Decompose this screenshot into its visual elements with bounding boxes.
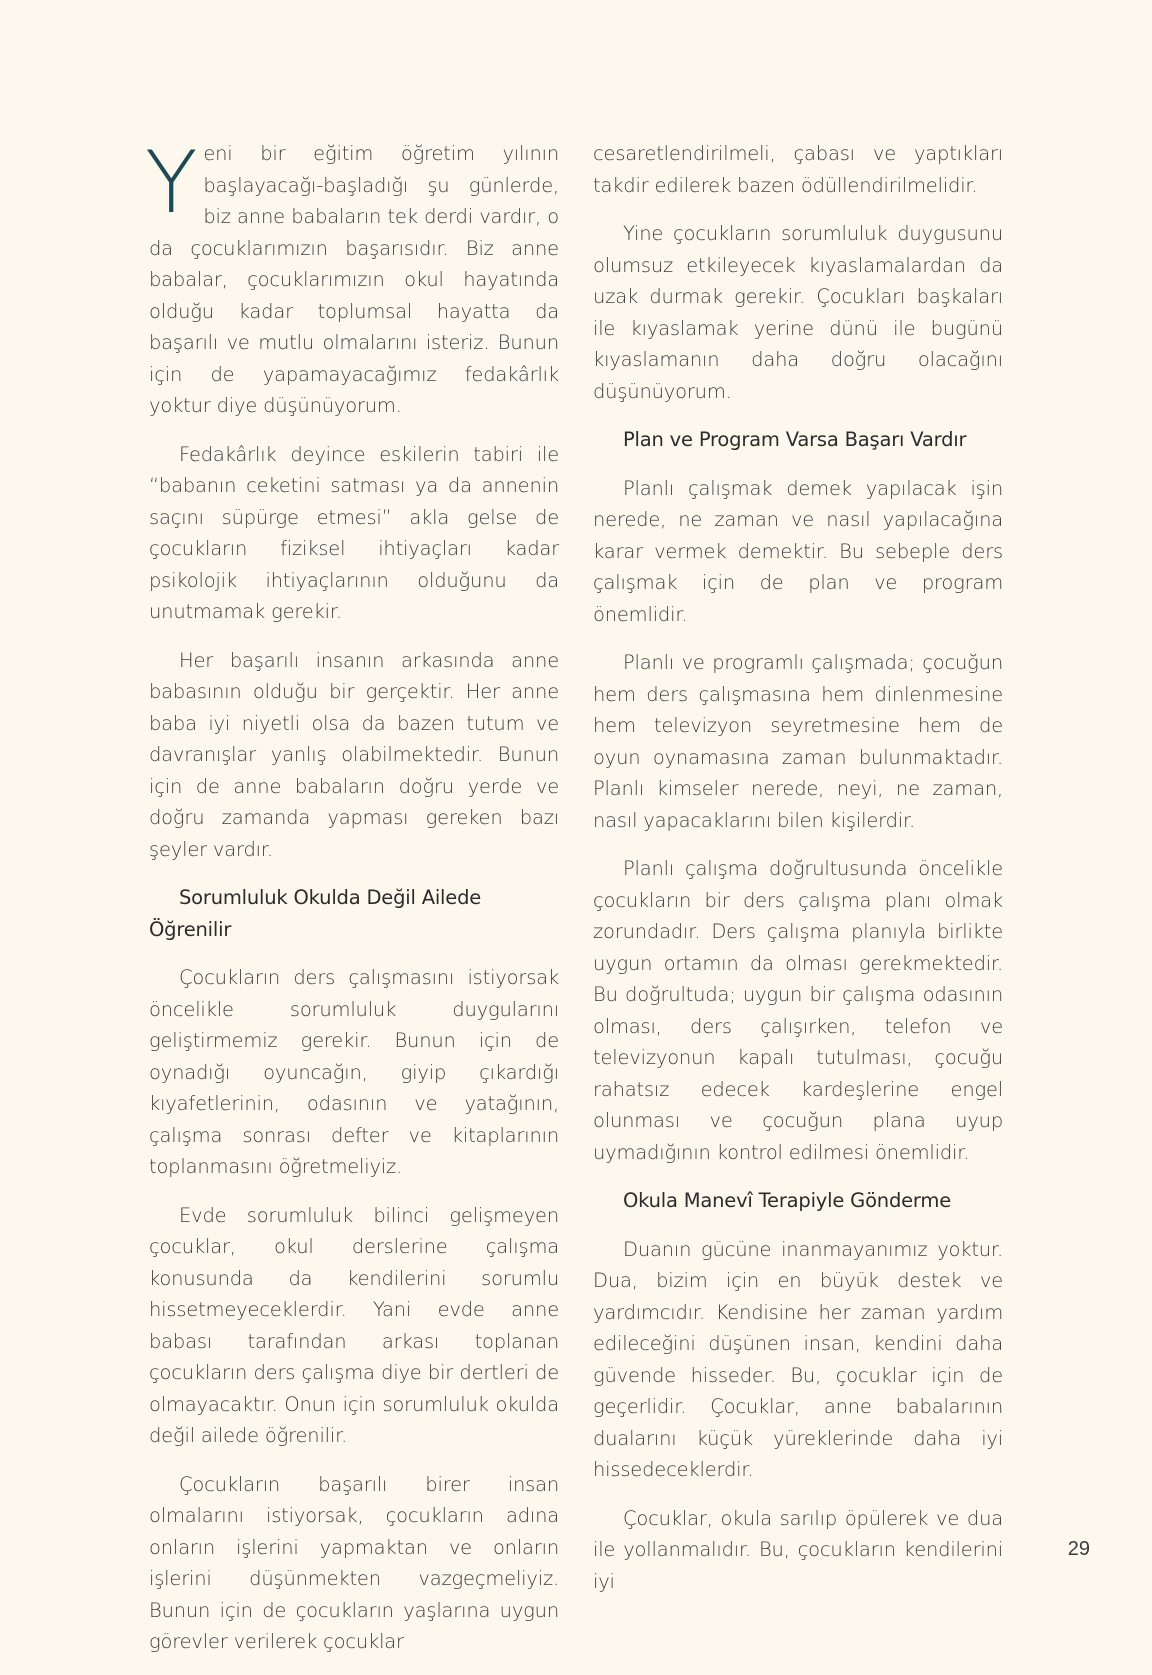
intro-paragraph-text: eni bir eğitim öğretim yılının başlayacağı-başladığı şu günlerde, biz anne babaların tek derdi vardır, o da çocuklarımızın başarısıdır. Biz anne babalar, çocuklarımızın okul hayatında olduğu kadar toplumsal hayatta da başarılı ve mutlu olmalarını isteriz. Bunun için de yapamayacağımız fedakârlık yoktur diye düşünüyorum. bbox=[149, 142, 559, 417]
right-column bbox=[593, 138, 1003, 1614]
paragraph: Evde sorumluluk bilinci gelişmeyen çocuklar, okul derslerine çalışma konusunda da kendilerini sorumlu hissetmeyeceklerdir. Yani evde anne babası tarafından arkası toplanan çocukların ders çalışma diye bir dertleri de olmayacaktır. Onun için sorumluluk okulda değil ailede öğrenilir. bbox=[149, 1203, 559, 1447]
left-column bbox=[145, 133, 559, 1675]
paragraph: Çocukların başarılı birer insan olmalarını istiyorsak, çocukların adına onların işlerini yapmaktan ve onların işlerini düşünmekten vazgeçmeliyiz. Bunun için de çocukların yaşlarına uygun görevler verilerek çocuklar bbox=[149, 1472, 559, 1653]
paragraph: Planlı çalışma doğrultusunda öncelikle çocukların bir ders çalışma planı olmak zorundadır. Ders çalışma planıyla birlikte uygun ortamın da olması gerekmektedir. Bu doğrultuda; uygun bir çalışma odasının olması, ders çalışırken, telefon ve televizyonun kapalı tutulması, çocuğu rahatsız edecek kardeşlerine engel olunması ve çocuğun plana uyup uymadığının kontrol edilmesi önemlidir. bbox=[593, 857, 1003, 1164]
paragraph: Duanın gücüne inanmayanımız yoktur. Dua, bizim için en büyük destek ve yardımcıdır. Kendisine her zaman yardım edileceğini düşünen insan, kendini daha güvende hisseder. Bu, çocuklar için de geçerlidir. Çocuklar, anne babalarının dualarını küçük yüreklerinde daha iyi hissedeceklerdir. bbox=[593, 1237, 1003, 1481]
page-number: 29 bbox=[1067, 1538, 1090, 1560]
paragraph: Çocukların ders çalışmasını istiyorsak öncelikle sorumluluk duygularını geliştirmemiz gerekir. Bunun için de oynadığı oyuncağın, giyip çıkardığı kıyafetlerinin, odasının ve yatağının, çalışma sonrası defter ve kitaplarının toplanmasını öğretmeliyiz. bbox=[149, 966, 559, 1178]
paragraph: Fedakârlık deyince eskilerin tabiri ile “babanın ceketini satması ya da annenin saçını süpürge etmesi” akla gelse de çocukların fiziksel ihtiyaçları kadar psikolojik ihtiyaçlarının olduğunu da unutmamak gerekir. bbox=[149, 442, 559, 623]
section-heading: Sorumluluk Okulda Değil Ailede Öğrenilir bbox=[149, 886, 482, 941]
dropcap-letter: Y bbox=[145, 133, 198, 233]
paragraph: Çocuklar, okula sarılıp öpülerek ve dua ile yollanmalıdır. Bu, çocukların kendilerini iyi bbox=[593, 1506, 1003, 1593]
section-heading: Okula Manevî Terapiyle Gönderme bbox=[623, 1189, 952, 1212]
paragraph: Yine çocukların sorumluluk duygusunu olumsuz etkileyecek kıyaslamalardan da uzak durmak gerekir. Çocukları başkaları ile kıyaslamak yerine dünü ile bugünü kıyaslamanın daha doğru olacağını düşünüyorum. bbox=[593, 222, 1003, 403]
paragraph-continuation: cesaretlendirilmeli, çabası ve yaptıkları takdir edilerek bazen ödüllendirilmelidir. bbox=[593, 142, 1003, 197]
paragraph: Her başarılı insanın arkasında anne babasının olduğu bir gerçektir. Her anne baba iyi niyetli olsa da bazen tutum ve davranışlar yanlış olabilmektedir. Bunun için de anne babaların doğru yerde ve doğru zamanda yapması gereken bazı şeyler vardır. bbox=[149, 648, 559, 861]
paragraph: Planlı çalışmak demek yapılacak işin nerede, ne zaman ve nasıl yapılacağına karar vermek demektir. Bu sebeple ders çalışmak için de plan ve program önemlidir. bbox=[593, 476, 1003, 626]
paragraph: Planlı ve programlı çalışmada; çocuğun hem ders çalışmasına hem dinlenmesine hem televizyon seyretmesine hem de oyun oynamasına zaman bulunmaktadır. Planlı kimseler nerede, neyi, ne zaman, nasıl yapacaklarını bilen kişilerdir. bbox=[593, 651, 1003, 832]
section-heading: Plan ve Program Varsa Başarı Vardır bbox=[623, 428, 967, 451]
intro-paragraph bbox=[145, 133, 559, 422]
